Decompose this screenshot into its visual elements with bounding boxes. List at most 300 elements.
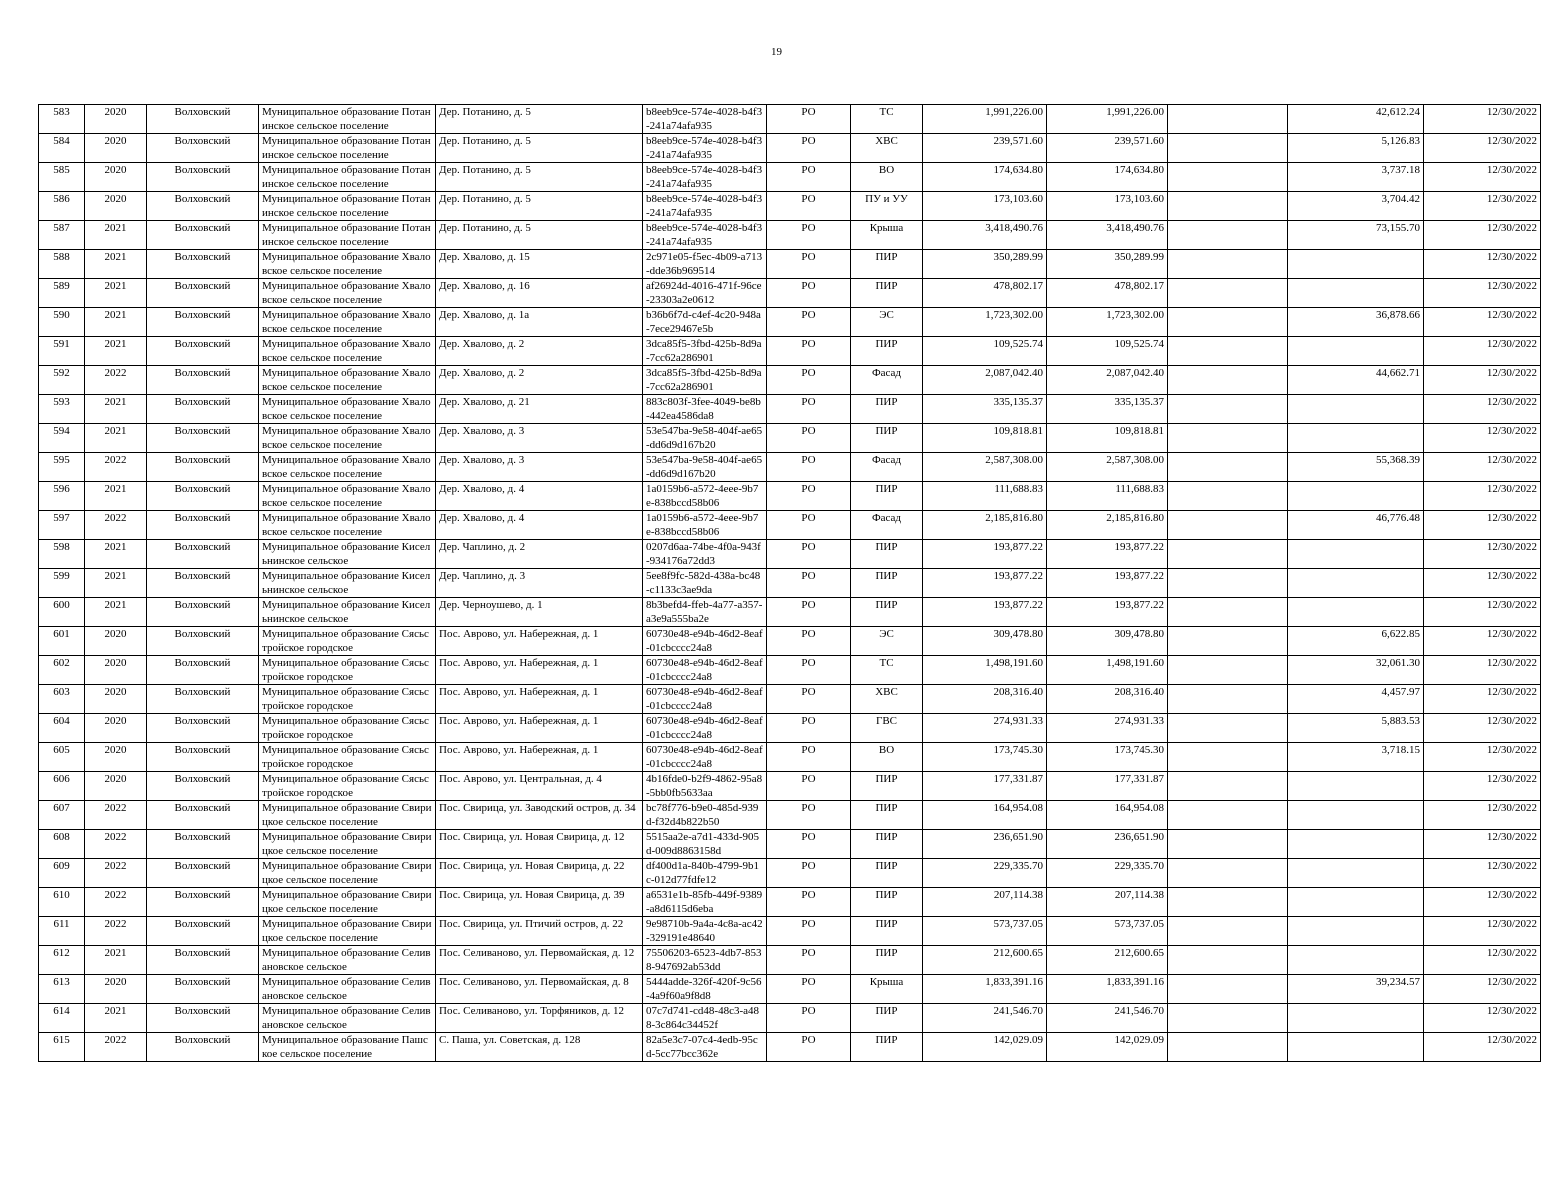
date-cell: 12/30/2022 <box>1424 424 1541 453</box>
cost-cell: 109,818.81 <box>1047 424 1168 453</box>
municipality-cell: Муниципальное образование Свирицкое сельское поселение <box>259 830 436 859</box>
fund-cell: 3,704.42 <box>1288 192 1424 221</box>
year-cell: 2020 <box>85 714 147 743</box>
total-cost-cell: 212,600.65 <box>923 946 1047 975</box>
municipality-cell: Муниципальное образование Селивановское сельское <box>259 975 436 1004</box>
cost-cell: 109,525.74 <box>1047 337 1168 366</box>
program-cell: РО <box>767 888 851 917</box>
program-cell: РО <box>767 511 851 540</box>
municipality-cell: Муниципальное образование Сясьстройское городское <box>259 685 436 714</box>
year-cell: 2021 <box>85 569 147 598</box>
house-guid-cell: 5ee8f9fc-582d-438a-bc48-c1133c3ae9da <box>643 569 767 598</box>
house-guid-cell: b8eeb9ce-574e-4028-b4f3-241a74afa935 <box>643 163 767 192</box>
address-cell: Пос. Свирица, ул. Новая Свирица, д. 22 <box>436 859 643 888</box>
work-type-cell: ПИР <box>851 395 923 424</box>
date-cell: 12/30/2022 <box>1424 192 1541 221</box>
house-guid-cell: 60730e48-e94b-46d2-8eaf-01cbcccc24a8 <box>643 743 767 772</box>
extra-cost-cell <box>1168 453 1288 482</box>
year-cell: 2021 <box>85 482 147 511</box>
table-row <box>39 105 1541 134</box>
fund-cell: 36,878.66 <box>1288 308 1424 337</box>
table-row <box>39 366 1541 395</box>
year-cell: 2022 <box>85 511 147 540</box>
cost-cell: 193,877.22 <box>1047 540 1168 569</box>
table-row <box>39 975 1541 1004</box>
cost-cell: 193,877.22 <box>1047 598 1168 627</box>
municipality-cell: Муниципальное образование Сясьстройское городское <box>259 772 436 801</box>
extra-cost-cell <box>1168 250 1288 279</box>
house-guid-cell: 1a0159b6-a572-4eee-9b7e-838bccd58b06 <box>643 482 767 511</box>
date-cell: 12/30/2022 <box>1424 627 1541 656</box>
row-number-cell: 612 <box>39 946 85 975</box>
date-cell: 12/30/2022 <box>1424 598 1541 627</box>
row-number-cell: 599 <box>39 569 85 598</box>
municipality-cell: Муниципальное образование Кисельнинское сельское <box>259 540 436 569</box>
extra-cost-cell <box>1168 627 1288 656</box>
municipality-cell: Муниципальное образование Селивановское сельское <box>259 1004 436 1033</box>
row-number-cell: 604 <box>39 714 85 743</box>
program-cell: РО <box>767 569 851 598</box>
address-cell: Пос. Аврово, ул. Центральная, д. 4 <box>436 772 643 801</box>
cost-cell: 241,546.70 <box>1047 1004 1168 1033</box>
extra-cost-cell <box>1168 1033 1288 1062</box>
work-type-cell: ПИР <box>851 482 923 511</box>
district-cell: Волховский <box>147 656 259 685</box>
fund-cell: 5,126.83 <box>1288 134 1424 163</box>
fund-cell <box>1288 540 1424 569</box>
program-cell: РО <box>767 105 851 134</box>
date-cell: 12/30/2022 <box>1424 482 1541 511</box>
table-row <box>39 192 1541 221</box>
house-guid-cell: 60730e48-e94b-46d2-8eaf-01cbcccc24a8 <box>643 627 767 656</box>
district-cell: Волховский <box>147 424 259 453</box>
house-guid-cell: 1a0159b6-a572-4eee-9b7e-838bccd58b06 <box>643 511 767 540</box>
address-cell: С. Паша, ул. Советская, д. 128 <box>436 1033 643 1062</box>
district-cell: Волховский <box>147 714 259 743</box>
house-guid-cell: 0207d6aa-74be-4f0a-943f-934176a72dd3 <box>643 540 767 569</box>
year-cell: 2021 <box>85 395 147 424</box>
address-cell: Пос. Аврово, ул. Набережная, д. 1 <box>436 627 643 656</box>
program-cell: РО <box>767 221 851 250</box>
program-cell: РО <box>767 453 851 482</box>
extra-cost-cell <box>1168 308 1288 337</box>
row-number-cell: 588 <box>39 250 85 279</box>
house-guid-cell: 2c971e05-f5ec-4b09-a713-dde36b969514 <box>643 250 767 279</box>
program-cell: РО <box>767 743 851 772</box>
program-cell: РО <box>767 685 851 714</box>
cost-cell: 2,185,816.80 <box>1047 511 1168 540</box>
fund-cell: 6,622.85 <box>1288 627 1424 656</box>
house-guid-cell: 60730e48-e94b-46d2-8eaf-01cbcccc24a8 <box>643 656 767 685</box>
municipality-cell: Муниципальное образование Хваловское сельское поселение <box>259 279 436 308</box>
program-cell: РО <box>767 946 851 975</box>
address-cell: Дер. Черноушево, д. 1 <box>436 598 643 627</box>
date-cell: 12/30/2022 <box>1424 134 1541 163</box>
extra-cost-cell <box>1168 105 1288 134</box>
date-cell: 12/30/2022 <box>1424 801 1541 830</box>
work-type-cell: ПИР <box>851 772 923 801</box>
table-row <box>39 250 1541 279</box>
extra-cost-cell <box>1168 366 1288 395</box>
extra-cost-cell <box>1168 482 1288 511</box>
work-type-cell: ПИР <box>851 1004 923 1033</box>
total-cost-cell: 142,029.09 <box>923 1033 1047 1062</box>
year-cell: 2022 <box>85 830 147 859</box>
work-type-cell: ЭС <box>851 308 923 337</box>
extra-cost-cell <box>1168 134 1288 163</box>
house-guid-cell: b8eeb9ce-574e-4028-b4f3-241a74afa935 <box>643 134 767 163</box>
district-cell: Волховский <box>147 337 259 366</box>
extra-cost-cell <box>1168 801 1288 830</box>
date-cell: 12/30/2022 <box>1424 888 1541 917</box>
total-cost-cell: 309,478.80 <box>923 627 1047 656</box>
extra-cost-cell <box>1168 714 1288 743</box>
table-row <box>39 598 1541 627</box>
year-cell: 2021 <box>85 946 147 975</box>
row-number-cell: 592 <box>39 366 85 395</box>
program-cell: РО <box>767 714 851 743</box>
work-type-cell: ПИР <box>851 1033 923 1062</box>
address-cell: Пос. Свирица, ул. Птичий остров, д. 22 <box>436 917 643 946</box>
work-type-cell: ПИР <box>851 540 923 569</box>
cost-cell: 164,954.08 <box>1047 801 1168 830</box>
table-row <box>39 1004 1541 1033</box>
table-row <box>39 859 1541 888</box>
address-cell: Пос. Свирица, ул. Новая Свирица, д. 12 <box>436 830 643 859</box>
total-cost-cell: 3,418,490.76 <box>923 221 1047 250</box>
address-cell: Дер. Хвалово, д. 3 <box>436 453 643 482</box>
row-number-cell: 609 <box>39 859 85 888</box>
date-cell: 12/30/2022 <box>1424 656 1541 685</box>
extra-cost-cell <box>1168 337 1288 366</box>
row-number-cell: 589 <box>39 279 85 308</box>
fund-cell: 55,368.39 <box>1288 453 1424 482</box>
date-cell: 12/30/2022 <box>1424 917 1541 946</box>
address-cell: Дер. Потанино, д. 5 <box>436 134 643 163</box>
cost-cell: 193,877.22 <box>1047 569 1168 598</box>
table-row <box>39 163 1541 192</box>
municipality-cell: Муниципальное образование Хваловское сельское поселение <box>259 395 436 424</box>
year-cell: 2021 <box>85 424 147 453</box>
year-cell: 2022 <box>85 888 147 917</box>
extra-cost-cell <box>1168 830 1288 859</box>
total-cost-cell: 164,954.08 <box>923 801 1047 830</box>
fund-cell <box>1288 424 1424 453</box>
table-row <box>39 917 1541 946</box>
district-cell: Волховский <box>147 163 259 192</box>
house-guid-cell: 53e547ba-9e58-404f-ae65-dd6d9d167b20 <box>643 453 767 482</box>
table-row <box>39 453 1541 482</box>
fund-cell <box>1288 830 1424 859</box>
house-guid-cell: bc78f776-b9e0-485d-939d-f32d4b822b50 <box>643 801 767 830</box>
municipality-cell: Муниципальное образование Свирицкое сельское поселение <box>259 888 436 917</box>
work-type-cell: ПИР <box>851 279 923 308</box>
cost-cell: 350,289.99 <box>1047 250 1168 279</box>
register-body <box>39 105 1541 1062</box>
year-cell: 2020 <box>85 656 147 685</box>
table-row <box>39 424 1541 453</box>
row-number-cell: 591 <box>39 337 85 366</box>
year-cell: 2020 <box>85 192 147 221</box>
fund-cell: 73,155.70 <box>1288 221 1424 250</box>
date-cell: 12/30/2022 <box>1424 685 1541 714</box>
municipality-cell: Муниципальное образование Сясьстройское городское <box>259 656 436 685</box>
table-row <box>39 714 1541 743</box>
address-cell: Пос. Аврово, ул. Набережная, д. 1 <box>436 743 643 772</box>
house-guid-cell: 07c7d741-cd48-48c3-a488-3c864c34452f <box>643 1004 767 1033</box>
extra-cost-cell <box>1168 279 1288 308</box>
total-cost-cell: 193,877.22 <box>923 598 1047 627</box>
address-cell: Дер. Хвалово, д. 15 <box>436 250 643 279</box>
cost-cell: 111,688.83 <box>1047 482 1168 511</box>
work-type-cell: ПИР <box>851 424 923 453</box>
district-cell: Волховский <box>147 685 259 714</box>
district-cell: Волховский <box>147 917 259 946</box>
year-cell: 2020 <box>85 685 147 714</box>
program-cell: РО <box>767 192 851 221</box>
total-cost-cell: 274,931.33 <box>923 714 1047 743</box>
row-number-cell: 608 <box>39 830 85 859</box>
municipality-cell: Муниципальное образование Потанинское сельское поселение <box>259 192 436 221</box>
address-cell: Дер. Хвалово, д. 4 <box>436 482 643 511</box>
district-cell: Волховский <box>147 105 259 134</box>
district-cell: Волховский <box>147 627 259 656</box>
total-cost-cell: 208,316.40 <box>923 685 1047 714</box>
row-number-cell: 584 <box>39 134 85 163</box>
total-cost-cell: 2,185,816.80 <box>923 511 1047 540</box>
total-cost-cell: 350,289.99 <box>923 250 1047 279</box>
extra-cost-cell <box>1168 975 1288 1004</box>
year-cell: 2021 <box>85 337 147 366</box>
municipality-cell: Муниципальное образование Кисельнинское сельское <box>259 598 436 627</box>
total-cost-cell: 173,745.30 <box>923 743 1047 772</box>
municipality-cell: Муниципальное образование Свирицкое сельское поселение <box>259 917 436 946</box>
extra-cost-cell <box>1168 743 1288 772</box>
house-guid-cell: b36b6f7d-c4ef-4c20-948a-7ece29467e5b <box>643 308 767 337</box>
extra-cost-cell <box>1168 395 1288 424</box>
row-number-cell: 593 <box>39 395 85 424</box>
address-cell: Дер. Хвалово, д. 1а <box>436 308 643 337</box>
address-cell: Пос. Селиваново, ул. Первомайская, д. 12 <box>436 946 643 975</box>
fund-cell: 32,061.30 <box>1288 656 1424 685</box>
total-cost-cell: 109,525.74 <box>923 337 1047 366</box>
date-cell: 12/30/2022 <box>1424 337 1541 366</box>
work-type-cell: ТС <box>851 656 923 685</box>
page-number: 19 <box>771 46 782 58</box>
program-cell: РО <box>767 975 851 1004</box>
work-type-cell: ПИР <box>851 830 923 859</box>
total-cost-cell: 2,587,308.00 <box>923 453 1047 482</box>
row-number-cell: 607 <box>39 801 85 830</box>
house-guid-cell: b8eeb9ce-574e-4028-b4f3-241a74afa935 <box>643 192 767 221</box>
date-cell: 12/30/2022 <box>1424 743 1541 772</box>
municipality-cell: Муниципальное образование Сясьстройское городское <box>259 627 436 656</box>
total-cost-cell: 478,802.17 <box>923 279 1047 308</box>
program-cell: РО <box>767 656 851 685</box>
address-cell: Дер. Хвалово, д. 3 <box>436 424 643 453</box>
municipality-cell: Муниципальное образование Хваловское сельское поселение <box>259 511 436 540</box>
year-cell: 2022 <box>85 859 147 888</box>
work-type-cell: ВО <box>851 163 923 192</box>
program-cell: РО <box>767 1004 851 1033</box>
year-cell: 2021 <box>85 221 147 250</box>
address-cell: Пос. Аврово, ул. Набережная, д. 1 <box>436 685 643 714</box>
year-cell: 2020 <box>85 975 147 1004</box>
date-cell: 12/30/2022 <box>1424 1033 1541 1062</box>
municipality-cell: Муниципальное образование Селивановское сельское <box>259 946 436 975</box>
total-cost-cell: 193,877.22 <box>923 540 1047 569</box>
work-type-cell: ТС <box>851 105 923 134</box>
cost-cell: 229,335.70 <box>1047 859 1168 888</box>
fund-cell <box>1288 1033 1424 1062</box>
fund-cell <box>1288 859 1424 888</box>
cost-cell: 1,991,226.00 <box>1047 105 1168 134</box>
fund-cell: 3,718.15 <box>1288 743 1424 772</box>
district-cell: Волховский <box>147 482 259 511</box>
cost-cell: 207,114.38 <box>1047 888 1168 917</box>
municipality-cell: Муниципальное образование Хваловское сельское поселение <box>259 424 436 453</box>
cost-cell: 2,587,308.00 <box>1047 453 1168 482</box>
house-guid-cell: 4b16fde0-b2f9-4862-95a8-5bb0fb5633aa <box>643 772 767 801</box>
extra-cost-cell <box>1168 888 1288 917</box>
municipality-cell: Муниципальное образование Свирицкое сельское поселение <box>259 859 436 888</box>
district-cell: Волховский <box>147 395 259 424</box>
work-type-cell: ПИР <box>851 250 923 279</box>
fund-cell: 44,662.71 <box>1288 366 1424 395</box>
district-cell: Волховский <box>147 540 259 569</box>
program-cell: РО <box>767 366 851 395</box>
row-number-cell: 594 <box>39 424 85 453</box>
municipality-cell: Муниципальное образование Потанинское сельское поселение <box>259 221 436 250</box>
fund-cell: 3,737.18 <box>1288 163 1424 192</box>
cost-cell: 335,135.37 <box>1047 395 1168 424</box>
date-cell: 12/30/2022 <box>1424 975 1541 1004</box>
cost-cell: 478,802.17 <box>1047 279 1168 308</box>
row-number-cell: 583 <box>39 105 85 134</box>
row-number-cell: 611 <box>39 917 85 946</box>
district-cell: Волховский <box>147 511 259 540</box>
date-cell: 12/30/2022 <box>1424 250 1541 279</box>
total-cost-cell: 573,737.05 <box>923 917 1047 946</box>
row-number-cell: 596 <box>39 482 85 511</box>
year-cell: 2022 <box>85 366 147 395</box>
date-cell: 12/30/2022 <box>1424 569 1541 598</box>
total-cost-cell: 239,571.60 <box>923 134 1047 163</box>
municipality-cell: Муниципальное образование Хваловское сельское поселение <box>259 250 436 279</box>
table-row <box>39 308 1541 337</box>
address-cell: Пос. Селиваново, ул. Первомайская, д. 8 <box>436 975 643 1004</box>
district-cell: Волховский <box>147 366 259 395</box>
municipality-cell: Муниципальное образование Сясьстройское городское <box>259 743 436 772</box>
row-number-cell: 615 <box>39 1033 85 1062</box>
municipality-cell: Муниципальное образование Хваловское сельское поселение <box>259 453 436 482</box>
extra-cost-cell <box>1168 859 1288 888</box>
program-cell: РО <box>767 801 851 830</box>
date-cell: 12/30/2022 <box>1424 105 1541 134</box>
address-cell: Пос. Селиваново, ул. Торфяников, д. 12 <box>436 1004 643 1033</box>
district-cell: Волховский <box>147 772 259 801</box>
district-cell: Волховский <box>147 743 259 772</box>
extra-cost-cell <box>1168 1004 1288 1033</box>
fund-cell: 4,457.97 <box>1288 685 1424 714</box>
year-cell: 2020 <box>85 627 147 656</box>
year-cell: 2020 <box>85 772 147 801</box>
program-cell: РО <box>767 134 851 163</box>
row-number-cell: 610 <box>39 888 85 917</box>
work-type-cell: ПИР <box>851 859 923 888</box>
date-cell: 12/30/2022 <box>1424 453 1541 482</box>
municipality-cell: Муниципальное образование Сясьстройское городское <box>259 714 436 743</box>
table-row <box>39 656 1541 685</box>
municipality-cell: Муниципальное образование Хваловское сельское поселение <box>259 337 436 366</box>
year-cell: 2021 <box>85 308 147 337</box>
extra-cost-cell <box>1168 424 1288 453</box>
house-guid-cell: 9e98710b-9a4a-4c8a-ac42-329191e48640 <box>643 917 767 946</box>
house-guid-cell: 82a5e3c7-07c4-4edb-95cd-5cc77bcc362e <box>643 1033 767 1062</box>
total-cost-cell: 1,991,226.00 <box>923 105 1047 134</box>
house-guid-cell: df400d1a-840b-4799-9b1c-012d77fdfe12 <box>643 859 767 888</box>
municipality-cell: Муниципальное образование Хваловское сельское поселение <box>259 482 436 511</box>
total-cost-cell: 109,818.81 <box>923 424 1047 453</box>
year-cell: 2021 <box>85 279 147 308</box>
work-type-cell: ПИР <box>851 888 923 917</box>
cost-cell: 1,833,391.16 <box>1047 975 1168 1004</box>
cost-cell: 274,931.33 <box>1047 714 1168 743</box>
table-row <box>39 279 1541 308</box>
date-cell: 12/30/2022 <box>1424 163 1541 192</box>
fund-cell <box>1288 1004 1424 1033</box>
address-cell: Дер. Потанино, д. 5 <box>436 163 643 192</box>
total-cost-cell: 193,877.22 <box>923 569 1047 598</box>
cost-cell: 174,634.80 <box>1047 163 1168 192</box>
table-row <box>39 569 1541 598</box>
table-row <box>39 772 1541 801</box>
house-guid-cell: 5515aa2e-a7d1-433d-905d-009d8863158d <box>643 830 767 859</box>
table-row <box>39 627 1541 656</box>
date-cell: 12/30/2022 <box>1424 859 1541 888</box>
district-cell: Волховский <box>147 192 259 221</box>
work-type-cell: ПИР <box>851 946 923 975</box>
address-cell: Дер. Хвалово, д. 16 <box>436 279 643 308</box>
house-guid-cell: af26924d-4016-471f-96ce-23303a2e0612 <box>643 279 767 308</box>
district-cell: Волховский <box>147 134 259 163</box>
program-cell: РО <box>767 279 851 308</box>
extra-cost-cell <box>1168 656 1288 685</box>
house-guid-cell: a6531e1b-85fb-449f-9389-a8d6115d6eba <box>643 888 767 917</box>
extra-cost-cell <box>1168 946 1288 975</box>
register-table <box>38 104 1541 1062</box>
cost-cell: 177,331.87 <box>1047 772 1168 801</box>
date-cell: 12/30/2022 <box>1424 540 1541 569</box>
work-type-cell: ЭС <box>851 627 923 656</box>
year-cell: 2020 <box>85 163 147 192</box>
work-type-cell: ПИР <box>851 598 923 627</box>
table-row <box>39 395 1541 424</box>
house-guid-cell: 8b3befd4-ffeb-4a77-a357-a3e9a555ba2e <box>643 598 767 627</box>
address-cell: Пос. Аврово, ул. Набережная, д. 1 <box>436 656 643 685</box>
fund-cell <box>1288 395 1424 424</box>
total-cost-cell: 2,087,042.40 <box>923 366 1047 395</box>
extra-cost-cell <box>1168 598 1288 627</box>
house-guid-cell: b8eeb9ce-574e-4028-b4f3-241a74afa935 <box>643 105 767 134</box>
row-number-cell: 602 <box>39 656 85 685</box>
address-cell: Дер. Хвалово, д. 2 <box>436 337 643 366</box>
district-cell: Волховский <box>147 801 259 830</box>
district-cell: Волховский <box>147 1004 259 1033</box>
date-cell: 12/30/2022 <box>1424 279 1541 308</box>
cost-cell: 573,737.05 <box>1047 917 1168 946</box>
fund-cell: 5,883.53 <box>1288 714 1424 743</box>
